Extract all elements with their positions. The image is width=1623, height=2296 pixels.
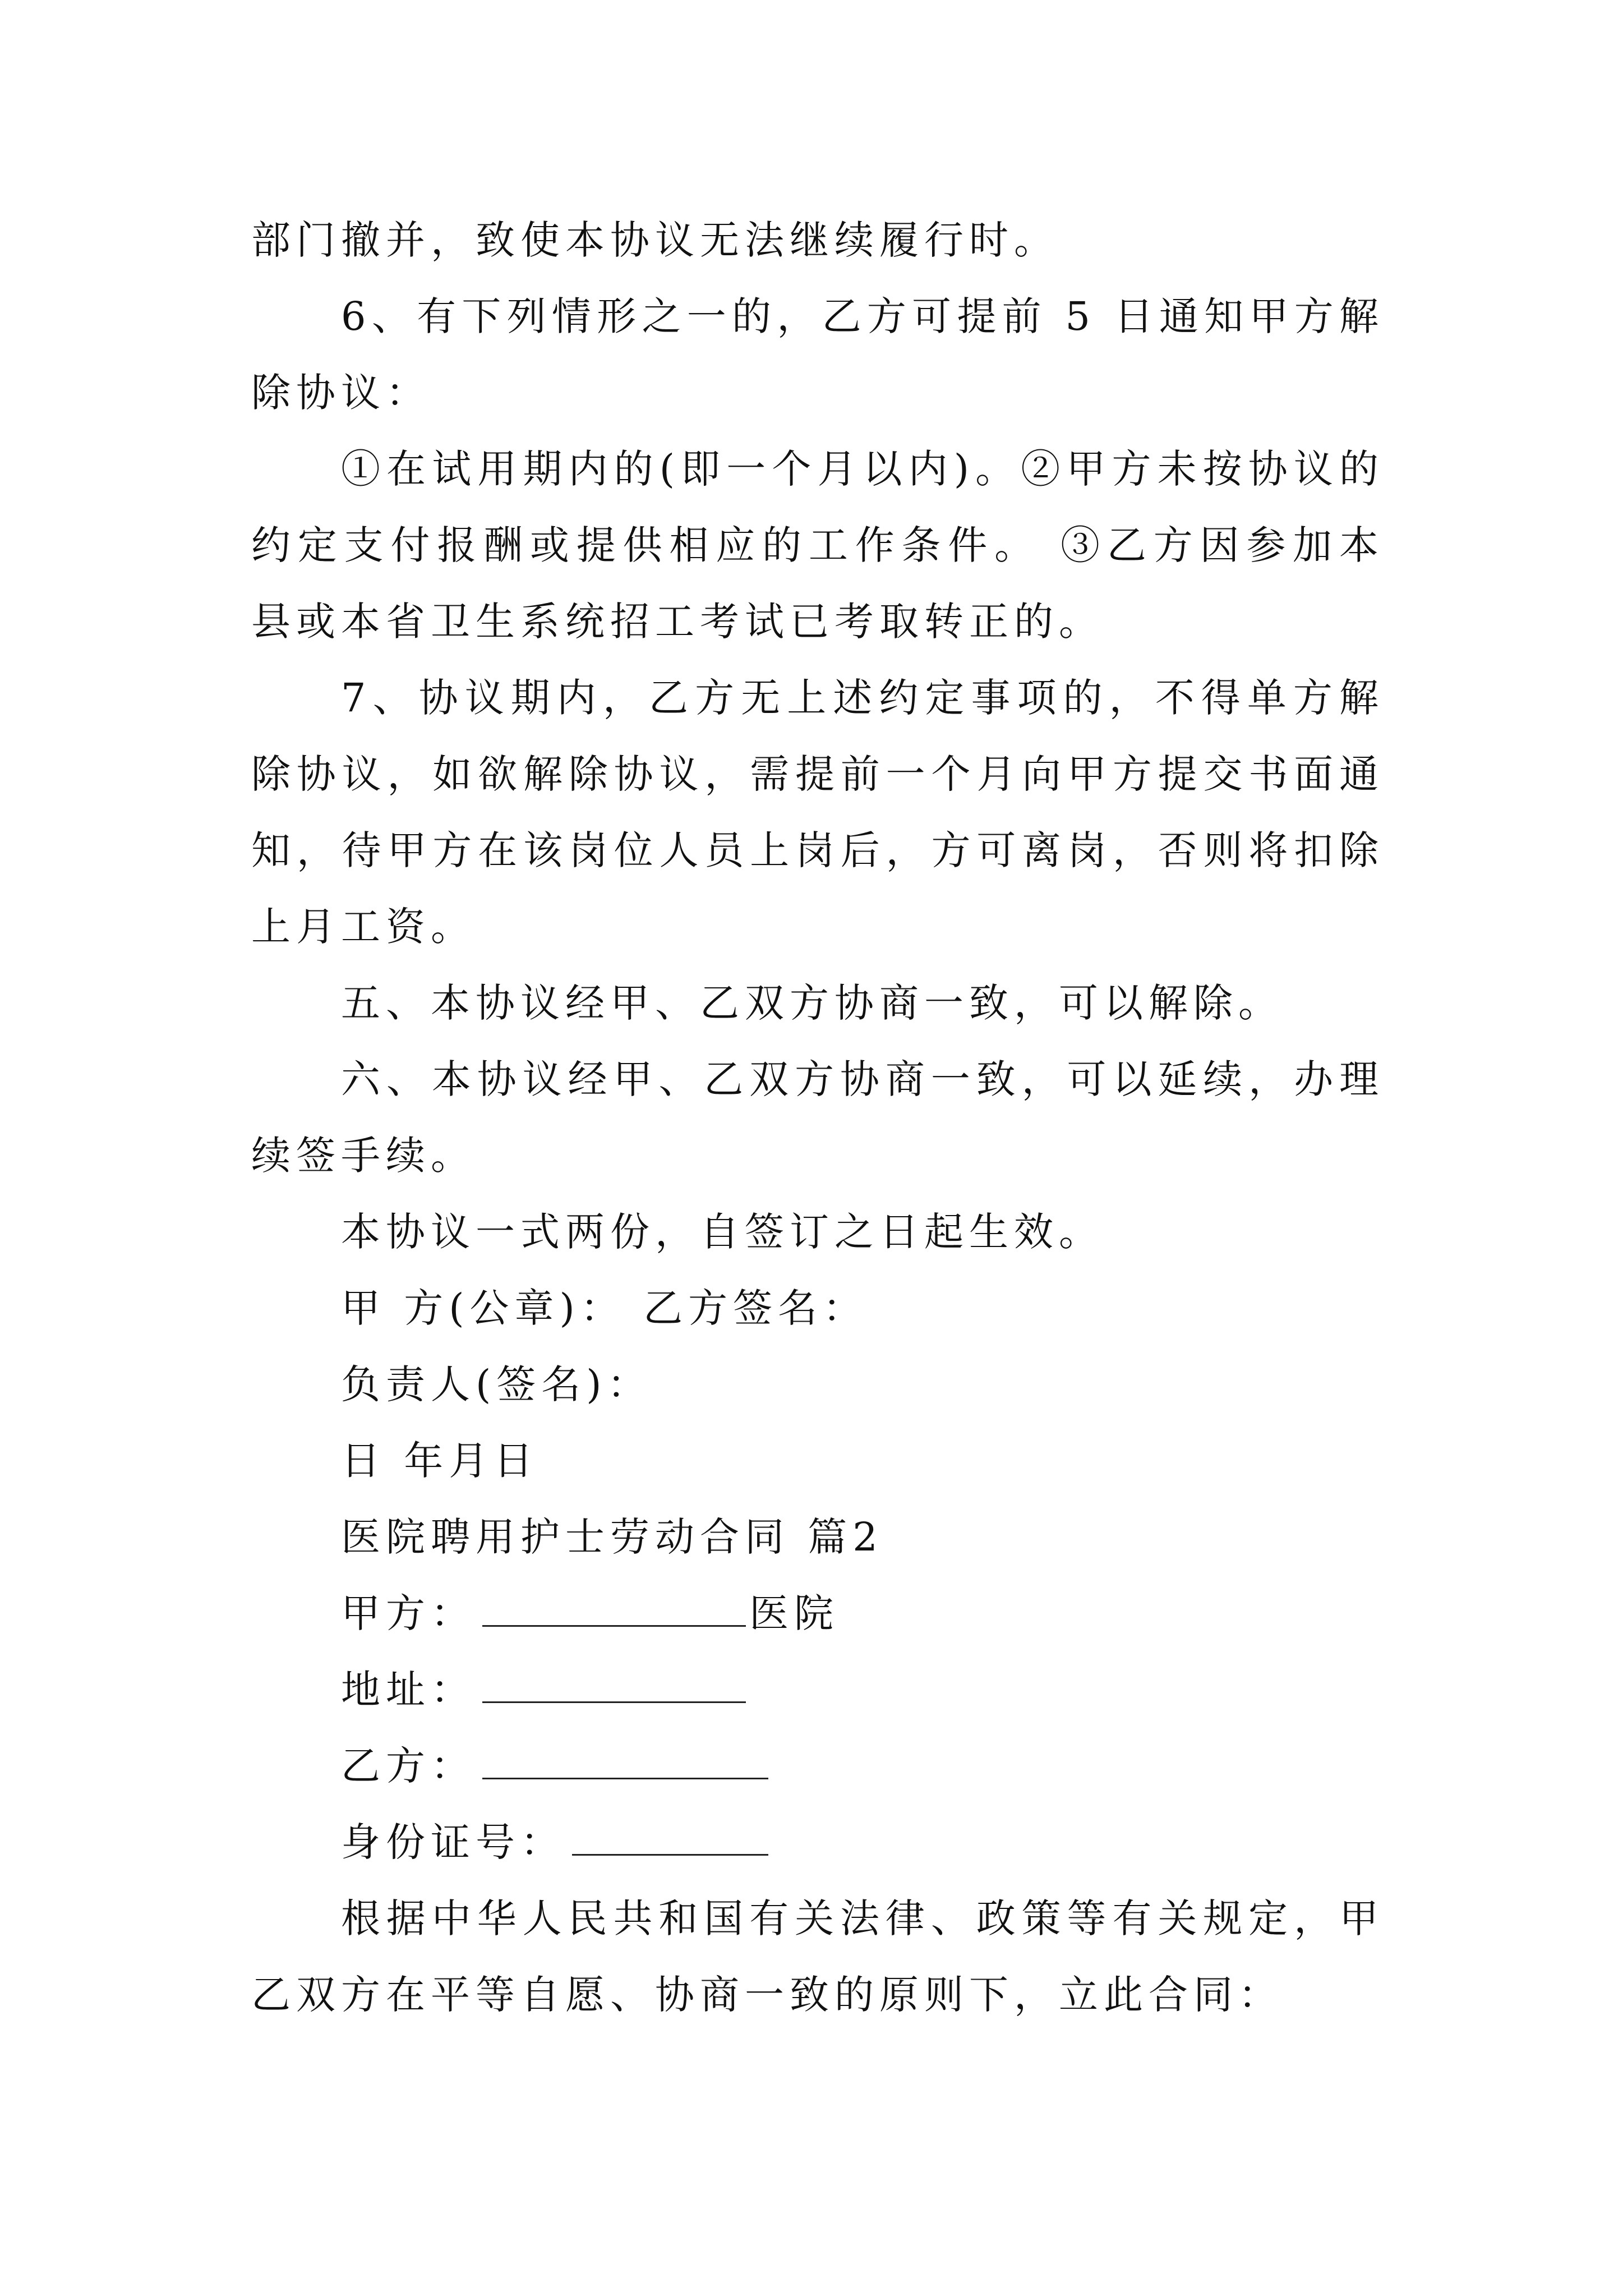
field-party-a-suffix: 医院 [749,1590,839,1636]
field-address-blank [482,1663,746,1703]
field-id-label: 身份证号： [341,1819,565,1865]
paragraph-contract-preamble: 根据中华人民共和国有关法律、政策等有关规定，甲乙双方在平等自愿、协商一致的原则下，立此合同： [251,1895,1384,2018]
contract-title-2: 医院聘用护士劳动合同 篇2 [341,1514,883,1560]
field-party-a-label: 甲方： [341,1590,476,1636]
paragraph-effective: 本协议一式两份，自签订之日起生效。 [341,1209,1104,1255]
paragraph-clause-6: 6、有下列情形之一的，乙方可提前 5 日通知甲方解除协议： [251,293,1384,416]
paragraph-section-5: 五、本协议经甲、乙双方协商一致，可以解除。 [341,980,1283,1026]
field-address-label: 地址： [341,1667,476,1713]
field-party-a [251,1575,1384,1651]
paragraph-clause-6-conditions: ①在试用期内的(即一个月以内)。②甲方未按协议的约定支付报酬或提供相应的工作条件。 ③乙方因参加本县或本省卫生系统招工考试已考取转正的。 [251,446,1384,645]
paragraph-section-6: 六、本协议经甲、乙双方协商一致，可以延续，办理续签手续。 [251,1056,1384,1179]
field-party-b-blank [482,1740,768,1779]
field-party-b [251,1728,1384,1804]
signature-party-line: 甲 方(公章)： 乙方签名： [341,1285,868,1331]
document-body [251,202,1384,2033]
field-id-number [251,1804,1384,1880]
paragraph-clause-7: 7、协议期内，乙方无上述约定事项的，不得单方解除协议，如欲解除协议，需提前一个月向甲方提交书面通知，待甲方在该岗位人员上岗后，方可离岗，否则将扣除上月工资。 [251,675,1384,950]
signature-responsible-line: 负责人(签名)： [341,1361,652,1407]
field-party-a-blank [482,1587,746,1627]
paragraph-dissolution-continued: 部门撤并，致使本协议无法继续履行时。 [251,217,1059,263]
field-address [251,1651,1384,1728]
field-party-b-label: 乙方： [341,1743,476,1789]
signature-date-line: 日 年月日 [341,1438,539,1484]
field-id-blank [572,1816,768,1856]
